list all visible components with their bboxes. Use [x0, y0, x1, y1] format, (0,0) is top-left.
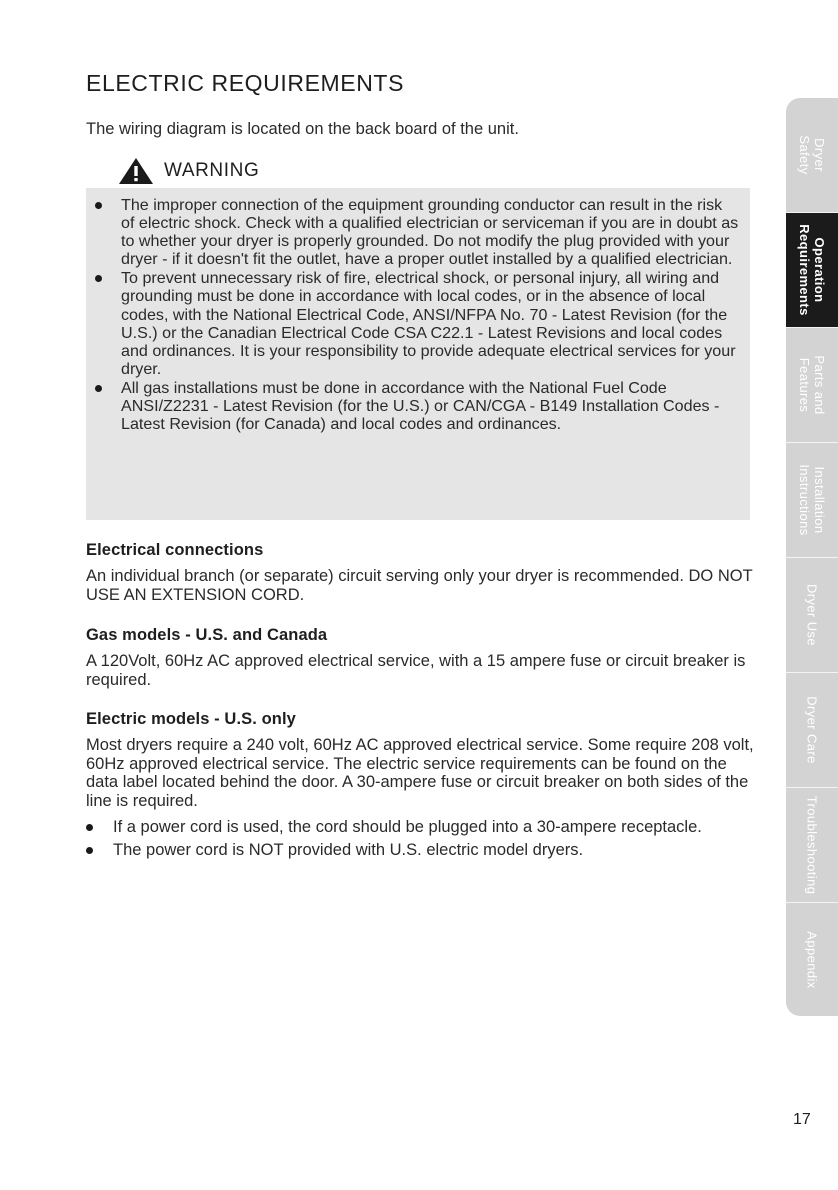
warning-item [86, 196, 740, 268]
bullet-icon [95, 385, 102, 392]
warning-item-text: All gas installations must be done in accordance with the National Fuel Code ANSI/Z2231 - Latest Revision (for the U.S.) or CAN/CGA - B149 Installation Codes - Latest Revision (for Canada) and local codes and ordinances. [121, 378, 720, 434]
electric-models-text: Most dryers require a 240 volt, 60Hz AC approved electrical service. Some require 208 volt, 60Hz approved electrical service. The electric service requirements can be found on the data label located behind the door. A 30-ampere fuse or circuit breaker on both sides of the line is required. [86, 736, 754, 810]
warning-label: WARNING [164, 160, 260, 181]
list-item-text: If a power cord is used, the cord should be plugged into a 30-ampere receptacle. [113, 818, 702, 836]
gas-models-heading: Gas models - U.S. and Canada [86, 626, 328, 644]
warning-item-text: To prevent unnecessary risk of fire, electrical shock, or personal injury, all wiring and grounding must be done in accordance with local codes, or in the absence of local codes, with the National Electrical Code, ANSI/NFPA No. 70 - Latest Revision (for the U.S.) or the Canadian Electrical Code CSA C22.1 - Latest Revisions and local codes and ordinances. It is your responsibility to provide adequate electrical services for your dryer. [121, 269, 736, 378]
electrical-connections-heading: Electrical connections [86, 541, 264, 559]
tab-dryer-use[interactable] [786, 558, 838, 673]
gas-models-section [86, 626, 754, 689]
section-tabs [786, 98, 838, 1016]
tab-label: Operation Requirements [797, 224, 827, 316]
warning-triangle-icon [118, 157, 154, 185]
electrical-connections-section [86, 541, 754, 604]
electrical-connections-text: An individual branch (or separate) circuit serving only your dryer is recommended. DO NOT USE AN EXTENSION CORD. [86, 567, 753, 604]
warning-box [86, 188, 750, 520]
electric-models-heading: Electric models - U.S. only [86, 710, 296, 728]
tab-dryer-care[interactable] [786, 673, 838, 788]
tab-operation-requirements[interactable] [786, 213, 838, 328]
tab-label: Installation Instructions [797, 464, 827, 536]
bullet-icon [86, 824, 93, 831]
list-item [86, 841, 754, 860]
warning-item [86, 269, 740, 378]
warning-header [86, 156, 750, 186]
warning-item [86, 379, 740, 433]
tab-troubleshooting[interactable] [786, 788, 838, 903]
gas-models-text: A 120Volt, 60Hz AC approved electrical service, with a 15 ampere fuse or circuit breaker is required. [86, 652, 746, 689]
tab-label: Troubleshooting [804, 795, 820, 895]
bullet-icon [95, 275, 102, 282]
tab-parts-and-features[interactable] [786, 328, 838, 443]
bullet-icon [86, 847, 93, 854]
tab-label: Dryer Safety [797, 135, 827, 175]
list-item-text: The power cord is NOT provided with U.S. electric model dryers. [113, 840, 584, 859]
tab-label: Parts and Features [797, 355, 827, 415]
warning-item-text: The improper connection of the equipment grounding conductor can result in the risk of electric shock. Check with a qualified electrician or serviceman if you are in doubt as to whether your dryer is properly grounded. Do not modify the plug provided with your dryer - if it doesn't fit the outlet, have a proper outlet installed by a qualified electrician. [121, 196, 739, 269]
tab-label: Dryer Care [804, 696, 820, 764]
tab-appendix[interactable] [786, 903, 838, 1016]
page-number: 17 [793, 1111, 811, 1128]
warning-list [86, 196, 740, 433]
intro-text: The wiring diagram is located on the back board of the unit. [86, 120, 519, 138]
tab-dryer-safety[interactable] [786, 98, 838, 213]
bullet-icon [95, 202, 102, 209]
list-item [86, 818, 754, 837]
tab-label: Dryer Use [804, 583, 820, 647]
tab-label: Appendix [804, 930, 820, 989]
electric-models-list [86, 818, 754, 859]
page-title: ELECTRIC REQUIREMENTS [86, 70, 405, 96]
tab-installation-instructions[interactable] [786, 443, 838, 558]
electric-models-section [86, 710, 754, 863]
